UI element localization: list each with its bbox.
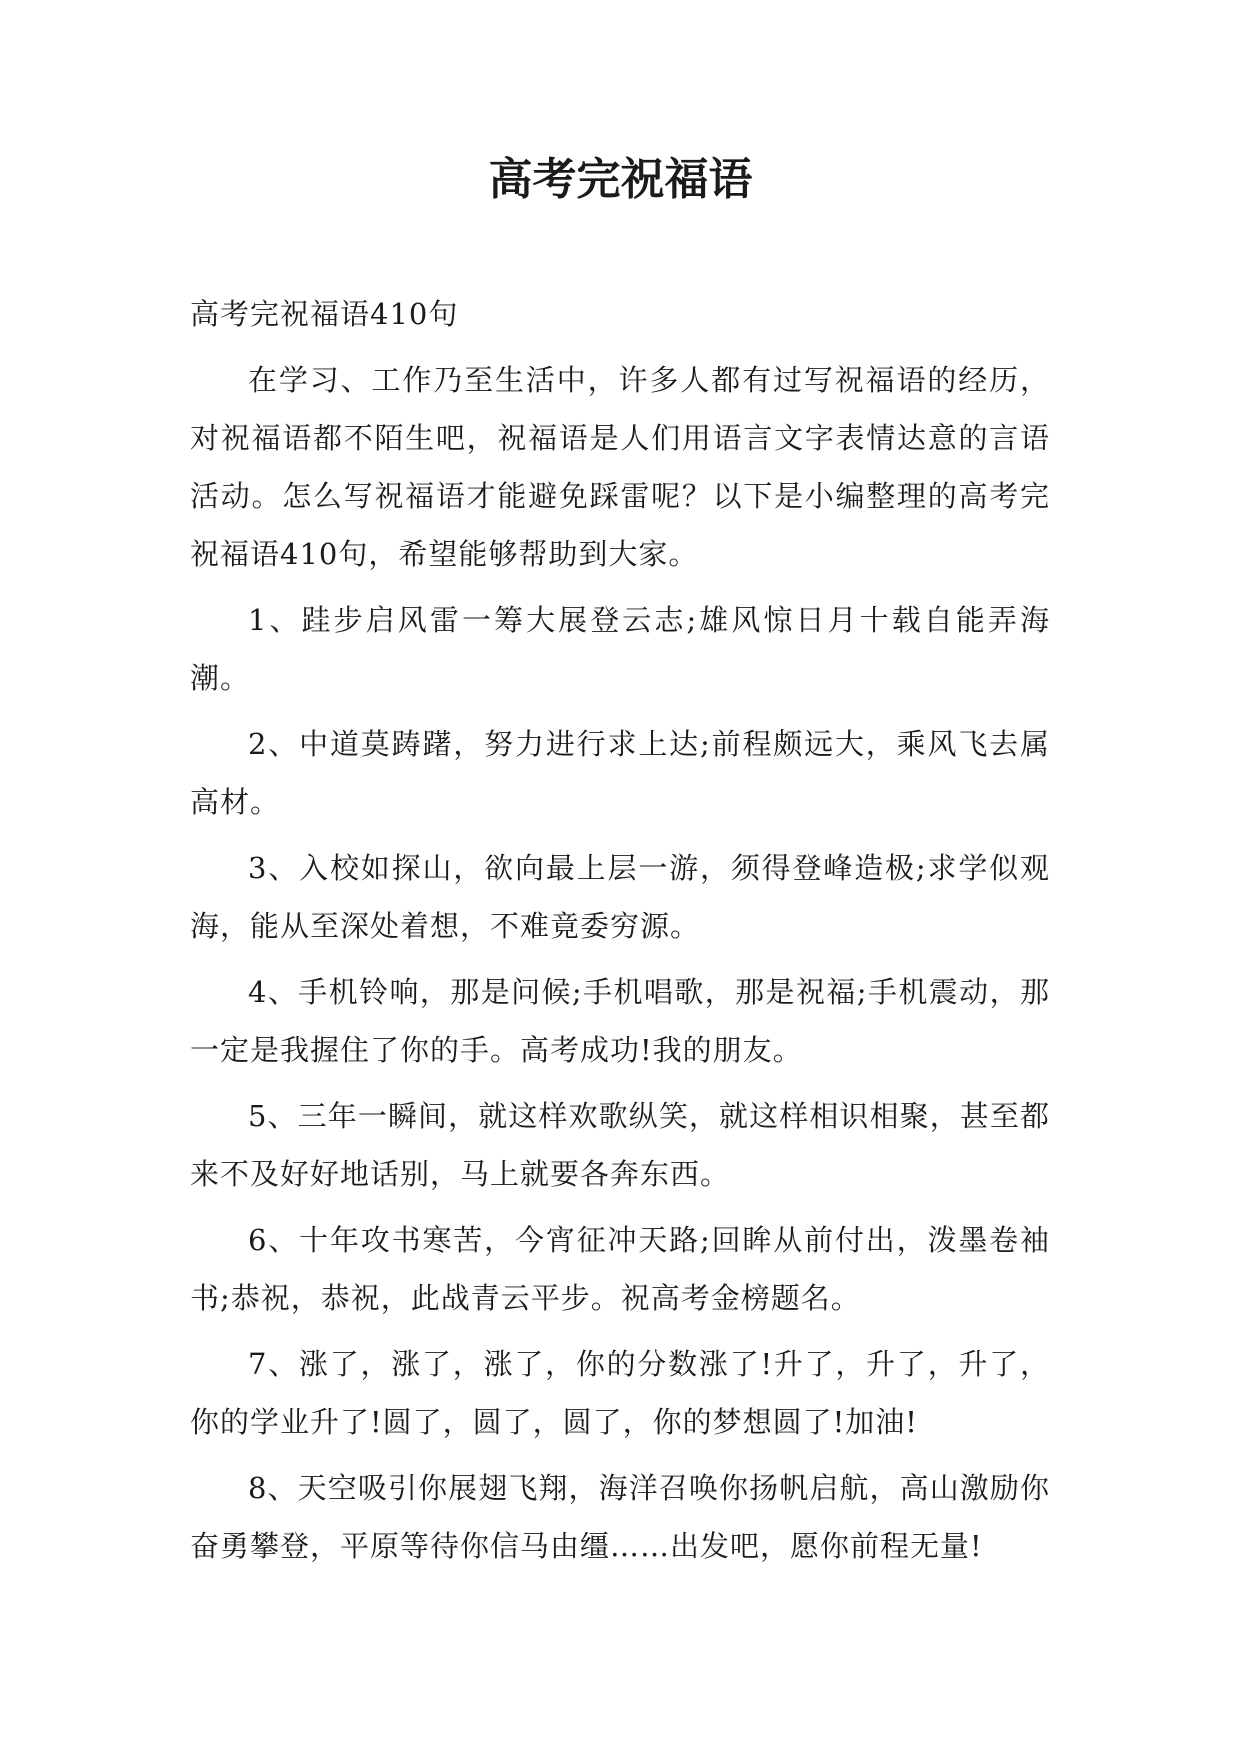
blessing-item-3: 3、入校如探山，欲向最上层一游，须得登峰造极;求学似观海，能从至深处着想，不难竟委穷源。 [190, 851, 1050, 943]
blessing-item-4: 4、手机铃响，那是问候;手机唱歌，那是祝福;手机震动，那一定是我握住了你的手。高考成功!我的朋友。 [190, 975, 1050, 1067]
document-subtitle: 高考完祝福语410句 [190, 297, 459, 331]
document-body [190, 285, 1050, 1583]
blessing-item-6: 6、十年攻书寒苦，今宵征冲天路;回眸从前付出，泼墨卷袖书;恭祝，恭祝，此战青云平步。祝高考金榜题名。 [190, 1223, 1050, 1315]
intro-paragraph: 在学习、工作乃至生活中，许多人都有过写祝福语的经历，对祝福语都不陌生吧，祝福语是人们用语言文字表情达意的言语活动。怎么写祝福语才能避免踩雷呢？以下是小编整理的高考完祝福语410句，希望能够帮助到大家。 [190, 363, 1050, 571]
blessing-item-7: 7、涨了，涨了，涨了，你的分数涨了!升了，升了，升了，你的学业升了!圆了，圆了，圆了，你的梦想圆了!加油! [190, 1347, 1050, 1439]
blessing-item-2: 2、中道莫踌躇，努力进行求上达;前程颇远大，乘风飞去属高材。 [190, 727, 1050, 819]
blessing-item-5: 5、三年一瞬间，就这样欢歌纵笑，就这样相识相聚，甚至都来不及好好地话别，马上就要各奔东西。 [190, 1099, 1050, 1191]
blessing-item-8: 8、天空吸引你展翅飞翔，海洋召唤你扬帆启航，高山激励你奋勇攀登，平原等待你信马由缰……出发吧，愿你前程无量! [190, 1471, 1050, 1563]
blessing-item-1: 1、跬步启风雷一筹大展登云志;雄风惊日月十载自能弄海潮。 [190, 603, 1050, 695]
page-title: 高考完祝福语 [488, 154, 753, 205]
